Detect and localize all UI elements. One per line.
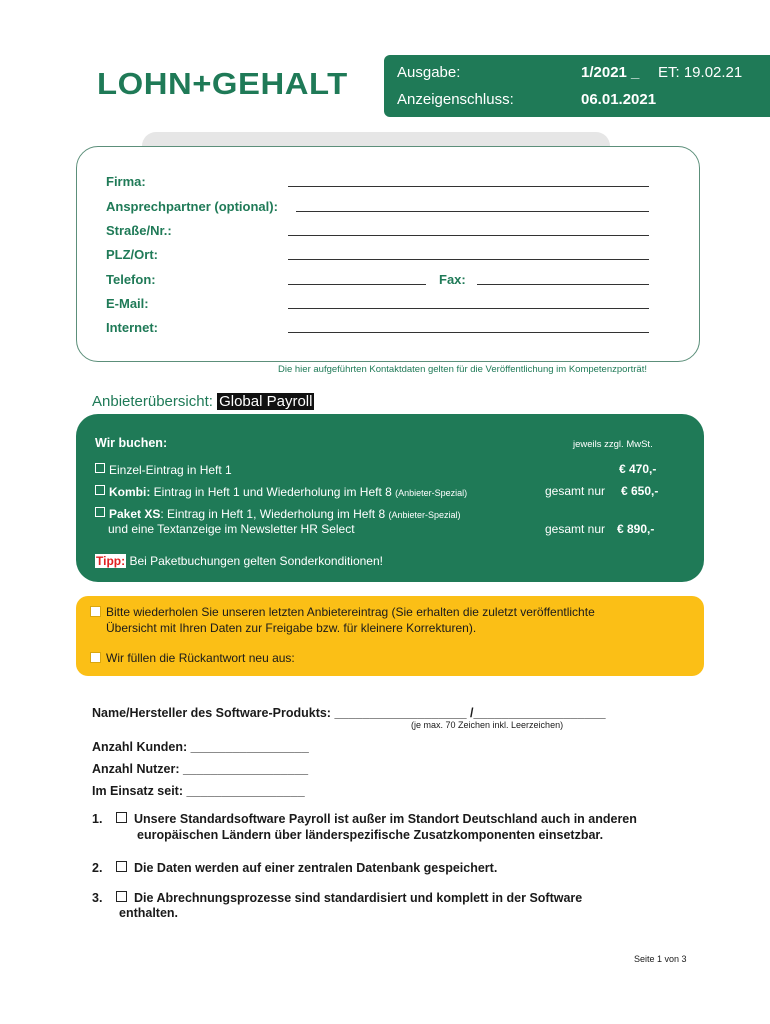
option2[interactable] <box>90 651 295 665</box>
q2-line1: Die Daten werden auf einer zentralen Datenbank gespeichert. <box>134 861 498 875</box>
q2-number: 2. <box>92 861 103 875</box>
item3-checkbox[interactable] <box>95 507 105 517</box>
telefon-field[interactable] <box>288 284 426 285</box>
item3-bold: Paket XS <box>109 507 161 521</box>
ausgabe-label: Ausgabe: <box>397 64 461 81</box>
ausgabe-value: 1/2021 _ <box>581 64 640 81</box>
item1[interactable] <box>95 463 232 477</box>
anzeigenschluss-label: Anzeigenschluss: <box>397 91 514 108</box>
option1-line1: Bitte wiederholen Sie unseren letzten Anbietereintrag (Sie erhalten die zuletzt veröffentlichte <box>106 605 595 619</box>
overview-label: Anbieterübersicht: <box>92 393 213 410</box>
booking-heading: Wir buchen: <box>95 436 168 450</box>
option2-checkbox[interactable] <box>90 652 101 663</box>
tip-line <box>95 554 383 568</box>
email-field[interactable] <box>288 308 649 309</box>
internet-field[interactable] <box>288 332 649 333</box>
option1[interactable] <box>90 605 595 619</box>
item2[interactable] <box>95 485 467 499</box>
q3-line1: Die Abrechnungsprozesse sind standardisiert und komplett in der Software <box>134 891 583 905</box>
item1-label: Einzel-Eintrag in Heft 1 <box>109 463 232 477</box>
email-label: E-Mail: <box>106 296 149 311</box>
item3-text: : Eintrag in Heft 1, Wiederholung im Heft 8 <box>160 507 389 521</box>
item1-price: € 470,- <box>619 462 657 476</box>
option2-label: Wir füllen die Rückantwort neu aus: <box>106 651 295 665</box>
product-label[interactable]: Name/Hersteller des Software-Produkts: ___________________ /___________________ <box>92 706 606 720</box>
contact-box <box>76 146 700 362</box>
logo: LOHN+GEHALT <box>97 66 348 101</box>
overview-tag: Global Payroll <box>219 393 313 410</box>
q3-number: 3. <box>92 891 103 905</box>
firma-label: Firma: <box>106 174 146 189</box>
contact-note: Die hier aufgeführten Kontaktdaten gelten für die Veröffentlichung im Kompetenzporträt! <box>278 364 647 375</box>
tip-text: Bei Paketbuchungen gelten Sonderkonditionen! <box>126 554 383 568</box>
strasse-label: Straße/Nr.: <box>106 223 172 238</box>
item2-bold: Kombi: <box>109 485 151 499</box>
telefon-label: Telefon: <box>106 272 156 287</box>
item2-checkbox[interactable] <box>95 485 105 495</box>
page-number: Seite 1 von 3 <box>634 954 687 964</box>
item2-total: gesamt nur <box>545 484 606 498</box>
product-note: (je max. 70 Zeichen inkl. Leerzeichen) <box>411 720 564 730</box>
q1-checkbox[interactable] <box>116 812 127 823</box>
plz-field[interactable] <box>288 259 649 260</box>
q2[interactable] <box>116 861 497 875</box>
item3-line2: und eine Textanzeige im Newsletter HR Select <box>108 522 355 536</box>
item3[interactable] <box>95 507 461 521</box>
option1-line2: Übersicht mit Ihren Daten zur Freigabe bzw. für kleinere Korrekturen). <box>106 621 477 635</box>
anzeigenschluss-value: 06.01.2021 <box>581 91 657 108</box>
option1-checkbox[interactable] <box>90 606 101 617</box>
q1-number: 1. <box>92 812 103 826</box>
q1[interactable] <box>116 812 637 826</box>
item3-small: (Anbieter-Spezial) <box>388 510 461 520</box>
tip-label: Tipp: <box>96 554 126 568</box>
item1-checkbox[interactable] <box>95 463 105 473</box>
einsatz-field[interactable]: Im Einsatz seit: _________________ <box>92 784 305 798</box>
strasse-field[interactable] <box>288 235 649 236</box>
options-box <box>76 596 704 676</box>
plz-label: PLZ/Ort: <box>106 247 158 262</box>
fax-field[interactable] <box>477 284 649 285</box>
kunden-field[interactable]: Anzahl Kunden: _________________ <box>92 740 309 754</box>
header-info-box <box>384 55 770 117</box>
item2-small: (Anbieter-Spezial) <box>395 488 468 498</box>
q3-line2: enthalten. <box>119 906 179 920</box>
overview-title <box>92 393 314 410</box>
item2-price: € 650,- <box>621 484 659 498</box>
firma-field[interactable] <box>288 186 649 187</box>
ansprechpartner-label: Ansprechpartner (optional): <box>106 199 278 214</box>
q3[interactable] <box>116 891 582 905</box>
fax-label: Fax: <box>439 272 466 287</box>
q1-line1: Unsere Standardsoftware Payroll ist außer im Standort Deutschland auch in anderen <box>134 812 637 826</box>
q2-checkbox[interactable] <box>116 861 127 872</box>
tax-note: jeweils zzgl. MwSt. <box>573 439 653 450</box>
booking-box <box>76 414 704 582</box>
internet-label: Internet: <box>106 320 158 335</box>
nutzer-field[interactable]: Anzahl Nutzer: __________________ <box>92 762 309 776</box>
et-value: ET: 19.02.21 <box>658 64 743 81</box>
item3-total: gesamt nur <box>545 522 606 536</box>
item2-text: Eintrag in Heft 1 und Wiederholung im Heft 8 <box>150 485 396 499</box>
q3-checkbox[interactable] <box>116 891 127 902</box>
item3-price: € 890,- <box>617 522 655 536</box>
q1-line2: europäischen Ländern über länderspezifische Zusatzkomponenten einsetzbar. <box>137 828 604 842</box>
ansprechpartner-field[interactable] <box>296 211 649 212</box>
